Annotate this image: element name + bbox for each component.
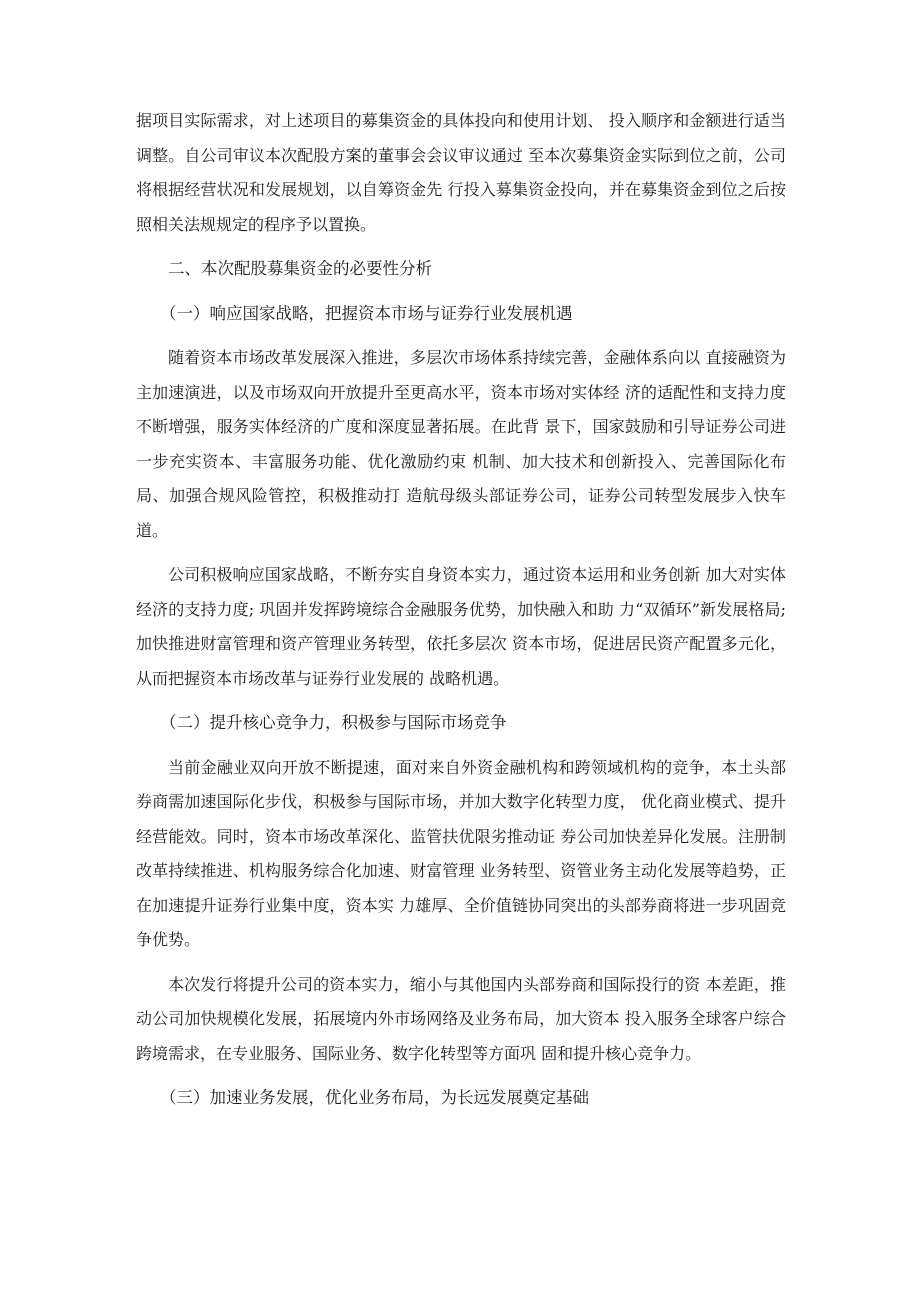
subsection-heading-1: （一）响应国家战略，把握资本市场与证券行业发展机遇 [160,303,573,323]
subsection-heading-3: （三）加速业务发展，优化业务布局，为长远发展奠定基础 [160,1088,589,1107]
paragraph-2: 公司积极响应国家战略，不断夯实自身资本实力，通过资本运用和业务创新 加大对实体经济的支持力度; 巩固并发挥跨境综合金融服务优势，加快融入和助 力“双循环”新发展格局; 加快推进财富管理和资产管理业务转型，依托多层次 资本市场，促进居民资产配置多元化，从而把握资本市场改革与证券行业发展的 战略机遇。 [136,565,786,688]
paragraph-4: 本次发行将提升公司的资本实力，缩小与其他国内头部券商和国际投行的资 本差距，推动公司加快规模化发展，拓展境内外市场网络及业务布局，加大资本 投入服务全球客户综合跨境需求，在专业服务、国际业务、数字化转型等方面巩 固和提升核心竞争力。 [136,974,786,1063]
paragraph-1: 随着资本市场改革发展深入推进，多层次市场体系持续完善，金融体系向以 直接融资为主加速演进，以及市场双向开放提升至更高水平，资本市场对实体经 济的适配性和支持力度不断增强，服务实体经济的广度和深度显著拓展。在此背 景下，国家鼓励和引导证券公司进一步充实资本、丰富服务功能、优化激励约束 机制、加大技术和创新投入、完善国际化布局、加强合规风险管控，积极推动打 造航母级头部证券公司，证券公司转型发展步入快车道。 [136,348,786,540]
subsection-heading-2: （二）提升核心竞争力，积极参与国际市场竞争 [160,713,507,732]
paragraph-intro: 据项目实际需求，对上述项目的募集资金的具体投向和使用计划、 投入顺序和金额进行适当调整。自公司审议本次配股方案的董事会会议审议通过 至本次募集资金实际到位之前，公司将根据经营状况和发展规划，以自筹资金先 行投入募集资金投向，并在募集资金到位之后按照相关法规规定的程序予以置换。 [136,111,786,234]
document-page [136,104,786,1116]
section-heading: 二、本次配股募集资金的必要性分析 [168,259,432,278]
paragraph-3: 当前金融业双向开放不断提速，面对来自外资金融机构和跨领域机构的竞争，本土头部券商需加速国际化步伐，积极参与国际市场，并加大数字化转型力度， 优化商业模式、提升经营能效。同时，资本市场改革深化、监管扶优限劣推动证 券公司加快差异化发展。注册制改革持续推进、机构服务综合化加速、财富管理 业务转型、资管业务主动化发展等趋势，正在加速提升证券行业集中度，资本实 力雄厚、全价值链协同突出的头部券商将进一步巩固竞争优势。 [136,757,786,949]
